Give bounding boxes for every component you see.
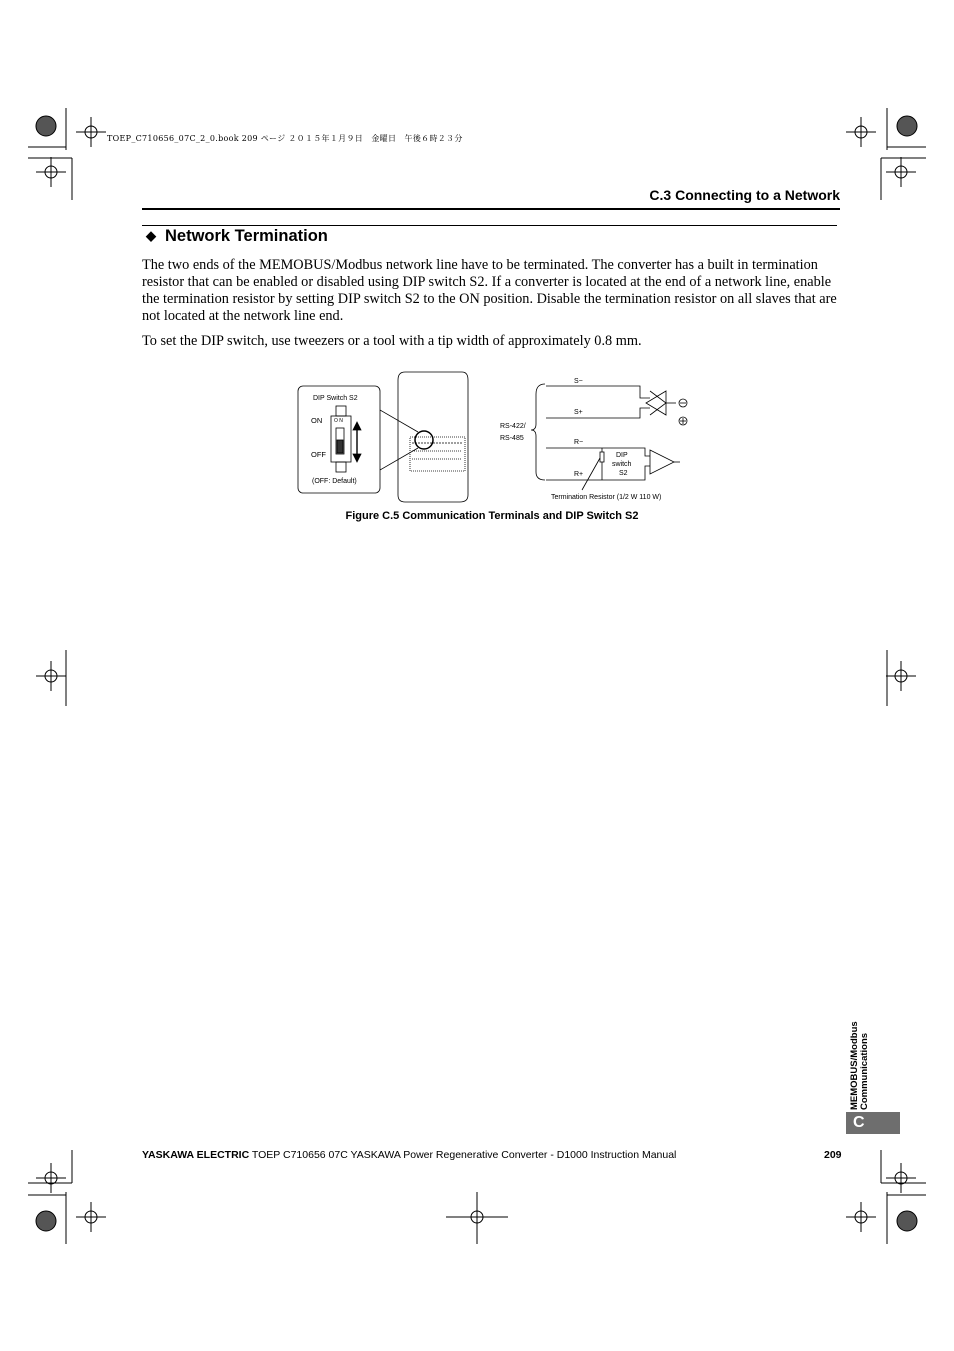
side-tab-text xyxy=(850,1018,870,1110)
figure-caption: Figure C.5 Communication Terminals and DIP Switch S2 xyxy=(345,510,639,522)
page-number: 209 xyxy=(824,1149,842,1161)
footer xyxy=(142,1149,676,1161)
dip-detail-box xyxy=(298,386,380,493)
header-rule xyxy=(142,208,840,210)
termination-resistor xyxy=(600,452,604,462)
terminal-s-minus: S− xyxy=(574,378,583,385)
dip-title: DIP Switch S2 xyxy=(313,395,358,402)
paragraph-termination: The two ends of the MEMOBUS/Modbus network line have to be terminated. The converter has a built in termination resistor that can be enabled or disabled using DIP switch S2. If a converter is located at the end of a network line, enable the termination resistor by setting DIP switch S2 to the ON position. Disable the termination resistor on all slaves that are not located at the network line end. xyxy=(142,257,837,324)
bus-type-line2: RS-485 xyxy=(500,435,524,442)
resistor-note: Termination Resistor (1/2 W 110 W) xyxy=(551,494,662,501)
heading-rule xyxy=(142,225,837,226)
default-note: (OFF: Default) xyxy=(312,478,357,485)
dip-block-line1: DIP xyxy=(616,452,628,459)
side-tab-line2: Communications xyxy=(859,1032,870,1110)
terminal-r-minus: R− xyxy=(574,439,584,446)
paragraph-dip-tool: To set the DIP switch, use tweezers or a tool with a tip width of approximately 0.8 mm. xyxy=(142,333,642,349)
switch-mark: O N xyxy=(334,418,343,424)
diamond-icon: ◆ xyxy=(146,228,156,243)
dip-block-line3: S2 xyxy=(619,470,628,477)
footer-brand: YASKAWA ELECTRIC xyxy=(142,1149,250,1161)
figure-communication-terminals xyxy=(290,362,690,512)
section-heading xyxy=(146,227,328,246)
side-tab-line1: MEMOBUS/Modbus xyxy=(849,1021,860,1110)
bus-type-line1: RS-422/ xyxy=(500,423,526,430)
off-label: OFF xyxy=(311,450,326,459)
terminal-s-plus: S+ xyxy=(574,409,583,416)
on-label: ON xyxy=(311,416,323,425)
footer-text: TOEP C710656 07C YASKAWA Power Regenerative Converter - D1000 Instruction Manual xyxy=(249,1149,677,1161)
heading-title: Network Termination xyxy=(165,227,328,245)
terminal-r-plus: R+ xyxy=(574,471,584,478)
print-info: TOEP_C710656_07C_2_0.book 209 ページ ２０１５年１月９日 金曜日 午後６時２３分 xyxy=(107,134,463,143)
section-header: C.3 Connecting to a Network xyxy=(649,187,840,203)
switch-location-circle xyxy=(415,431,433,449)
chapter-tab: C xyxy=(846,1112,900,1134)
receiver-triangle xyxy=(650,450,674,474)
dip-block-line2: switch xyxy=(612,461,632,468)
